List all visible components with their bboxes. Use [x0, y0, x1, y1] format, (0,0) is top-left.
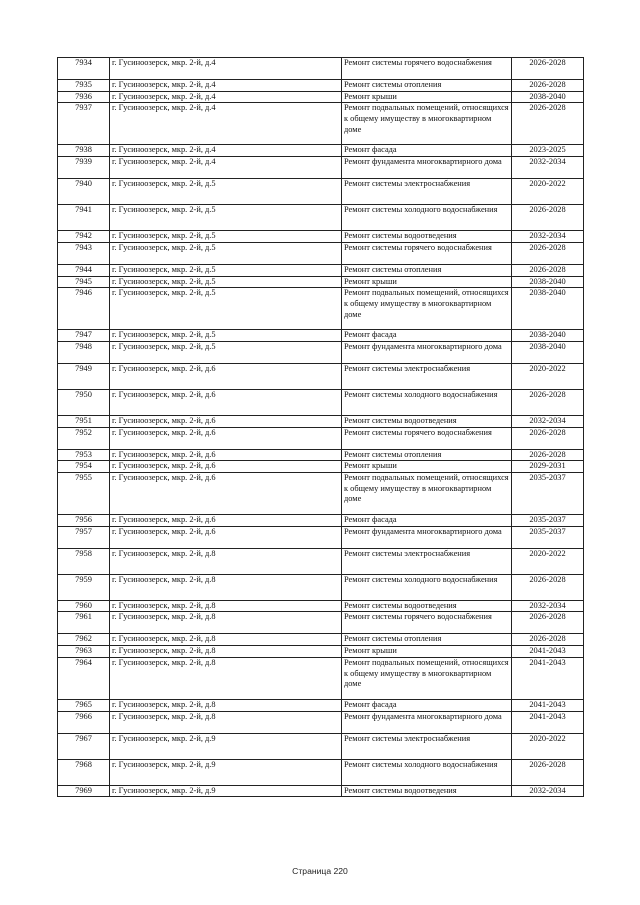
row-address: г. Гусиноозерск, мкр. 2-й, д.6 [110, 363, 342, 389]
row-period: 2035-2037 [512, 515, 584, 527]
row-work-type: Ремонт системы холодного водоснабжения [342, 389, 512, 415]
table-row [58, 548, 584, 574]
row-period: 2041-2043 [512, 657, 584, 699]
row-period: 2032-2034 [512, 231, 584, 243]
row-number: 7958 [58, 548, 110, 574]
table-row [58, 330, 584, 342]
row-work-type: Ремонт крыши [342, 646, 512, 658]
table-row [58, 461, 584, 473]
row-address: г. Гусиноозерск, мкр. 2-й, д.6 [110, 415, 342, 427]
row-address: г. Гусиноозерск, мкр. 2-й, д.6 [110, 427, 342, 449]
table-row [58, 205, 584, 231]
row-work-type: Ремонт системы водоотведения [342, 231, 512, 243]
table-row [58, 58, 584, 80]
table-row [58, 80, 584, 92]
row-period: 2020-2022 [512, 548, 584, 574]
row-period: 2041-2043 [512, 646, 584, 658]
row-period: 2026-2028 [512, 242, 584, 264]
table-row [58, 179, 584, 205]
row-address: г. Гусиноозерск, мкр. 2-й, д.6 [110, 389, 342, 415]
table-row [58, 699, 584, 711]
row-number: 7944 [58, 264, 110, 276]
row-work-type: Ремонт системы отопления [342, 634, 512, 646]
row-period: 2038-2040 [512, 91, 584, 103]
row-period: 2035-2037 [512, 473, 584, 515]
row-period: 2023-2025 [512, 145, 584, 157]
row-period: 2026-2028 [512, 205, 584, 231]
row-number: 7950 [58, 389, 110, 415]
row-work-type: Ремонт системы водоотведения [342, 415, 512, 427]
row-number: 7943 [58, 242, 110, 264]
table-row [58, 145, 584, 157]
row-period: 2026-2028 [512, 80, 584, 92]
table-row [58, 526, 584, 548]
row-address: г. Гусиноозерск, мкр. 2-й, д.9 [110, 733, 342, 759]
row-number: 7967 [58, 733, 110, 759]
row-number: 7962 [58, 634, 110, 646]
row-number: 7955 [58, 473, 110, 515]
table-row [58, 231, 584, 243]
row-period: 2032-2034 [512, 415, 584, 427]
table-row [58, 612, 584, 634]
table-row [58, 242, 584, 264]
row-period: 2041-2043 [512, 711, 584, 733]
row-work-type: Ремонт системы отопления [342, 449, 512, 461]
row-address: г. Гусиноозерск, мкр. 2-й, д.4 [110, 145, 342, 157]
row-address: г. Гусиноозерск, мкр. 2-й, д.8 [110, 634, 342, 646]
row-period: 2026-2028 [512, 389, 584, 415]
row-address: г. Гусиноозерск, мкр. 2-й, д.9 [110, 759, 342, 785]
row-period: 2026-2028 [512, 264, 584, 276]
row-address: г. Гусиноозерск, мкр. 2-й, д.5 [110, 242, 342, 264]
row-period: 2032-2034 [512, 600, 584, 612]
row-period: 2038-2040 [512, 276, 584, 288]
table-row [58, 515, 584, 527]
row-number: 7964 [58, 657, 110, 699]
row-work-type: Ремонт системы отопления [342, 264, 512, 276]
row-work-type: Ремонт системы горячего водоснабжения [342, 58, 512, 80]
row-work-type: Ремонт подвальных помещений, относящихся к общему имуществу в многоквартирном доме [342, 473, 512, 515]
row-period: 2026-2028 [512, 103, 584, 145]
row-number: 7939 [58, 157, 110, 179]
table-row [58, 646, 584, 658]
row-work-type: Ремонт крыши [342, 276, 512, 288]
row-period: 2038-2040 [512, 341, 584, 363]
page-number: Страница 220 [292, 866, 348, 876]
table-row [58, 157, 584, 179]
row-address: г. Гусиноозерск, мкр. 2-й, д.4 [110, 58, 342, 80]
row-period: 2026-2028 [512, 612, 584, 634]
row-number: 7960 [58, 600, 110, 612]
row-address: г. Гусиноозерск, мкр. 2-й, д.8 [110, 711, 342, 733]
table-body [58, 58, 584, 797]
row-address: г. Гусиноозерск, мкр. 2-й, д.6 [110, 461, 342, 473]
row-work-type: Ремонт фасада [342, 330, 512, 342]
row-address: г. Гусиноозерск, мкр. 2-й, д.9 [110, 785, 342, 797]
row-number: 7952 [58, 427, 110, 449]
row-work-type: Ремонт системы электроснабжения [342, 548, 512, 574]
row-address: г. Гусиноозерск, мкр. 2-й, д.5 [110, 205, 342, 231]
row-period: 2038-2040 [512, 330, 584, 342]
row-work-type: Ремонт системы холодного водоснабжения [342, 205, 512, 231]
table-row [58, 341, 584, 363]
table-row [58, 264, 584, 276]
table-row [58, 473, 584, 515]
row-number: 7947 [58, 330, 110, 342]
row-work-type: Ремонт системы электроснабжения [342, 179, 512, 205]
row-number: 7959 [58, 574, 110, 600]
row-work-type: Ремонт системы электроснабжения [342, 363, 512, 389]
table-row [58, 103, 584, 145]
row-work-type: Ремонт системы холодного водоснабжения [342, 759, 512, 785]
row-work-type: Ремонт системы водоотведения [342, 785, 512, 797]
row-address: г. Гусиноозерск, мкр. 2-й, д.8 [110, 646, 342, 658]
row-address: г. Гусиноозерск, мкр. 2-й, д.5 [110, 179, 342, 205]
row-period: 2032-2034 [512, 157, 584, 179]
row-number: 7934 [58, 58, 110, 80]
row-work-type: Ремонт системы отопления [342, 80, 512, 92]
table-row [58, 574, 584, 600]
row-number: 7963 [58, 646, 110, 658]
row-address: г. Гусиноозерск, мкр. 2-й, д.5 [110, 341, 342, 363]
row-period: 2020-2022 [512, 733, 584, 759]
row-period: 2032-2034 [512, 785, 584, 797]
row-address: г. Гусиноозерск, мкр. 2-й, д.5 [110, 330, 342, 342]
row-work-type: Ремонт системы водоотведения [342, 600, 512, 612]
row-number: 7968 [58, 759, 110, 785]
table-row [58, 733, 584, 759]
row-work-type: Ремонт подвальных помещений, относящихся к общему имуществу в многоквартирном доме [342, 288, 512, 330]
table-row [58, 657, 584, 699]
row-address: г. Гусиноозерск, мкр. 2-й, д.8 [110, 612, 342, 634]
table-row [58, 449, 584, 461]
row-work-type: Ремонт системы горячего водоснабжения [342, 242, 512, 264]
row-work-type: Ремонт фундамента многоквартирного дома [342, 157, 512, 179]
row-address: г. Гусиноозерск, мкр. 2-й, д.6 [110, 473, 342, 515]
row-number: 7956 [58, 515, 110, 527]
row-work-type: Ремонт крыши [342, 461, 512, 473]
row-number: 7945 [58, 276, 110, 288]
row-number: 7951 [58, 415, 110, 427]
table-row [58, 91, 584, 103]
table-row [58, 389, 584, 415]
row-number: 7948 [58, 341, 110, 363]
row-number: 7969 [58, 785, 110, 797]
row-period: 2035-2037 [512, 526, 584, 548]
row-work-type: Ремонт подвальных помещений, относящихся к общему имуществу в многоквартирном доме [342, 657, 512, 699]
table-row [58, 600, 584, 612]
row-period: 2020-2022 [512, 363, 584, 389]
row-number: 7936 [58, 91, 110, 103]
row-period: 2041-2043 [512, 699, 584, 711]
row-number: 7953 [58, 449, 110, 461]
row-period: 2020-2022 [512, 179, 584, 205]
row-address: г. Гусиноозерск, мкр. 2-й, д.5 [110, 288, 342, 330]
row-work-type: Ремонт системы электроснабжения [342, 733, 512, 759]
row-work-type: Ремонт системы горячего водоснабжения [342, 612, 512, 634]
table-row [58, 427, 584, 449]
row-period: 2029-2031 [512, 461, 584, 473]
row-number: 7938 [58, 145, 110, 157]
row-number: 7946 [58, 288, 110, 330]
row-number: 7941 [58, 205, 110, 231]
row-work-type: Ремонт фасада [342, 145, 512, 157]
row-address: г. Гусиноозерск, мкр. 2-й, д.4 [110, 103, 342, 145]
row-address: г. Гусиноозерск, мкр. 2-й, д.8 [110, 657, 342, 699]
table-row [58, 288, 584, 330]
row-number: 7949 [58, 363, 110, 389]
row-period: 2026-2028 [512, 58, 584, 80]
row-address: г. Гусиноозерск, мкр. 2-й, д.8 [110, 548, 342, 574]
table-row [58, 759, 584, 785]
row-number: 7937 [58, 103, 110, 145]
row-address: г. Гусиноозерск, мкр. 2-й, д.6 [110, 515, 342, 527]
row-number: 7935 [58, 80, 110, 92]
row-number: 7966 [58, 711, 110, 733]
row-address: г. Гусиноозерск, мкр. 2-й, д.8 [110, 699, 342, 711]
row-period: 2038-2040 [512, 288, 584, 330]
table-row [58, 785, 584, 797]
row-work-type: Ремонт фундамента многоквартирного дома [342, 711, 512, 733]
row-work-type: Ремонт фасада [342, 699, 512, 711]
row-address: г. Гусиноозерск, мкр. 2-й, д.4 [110, 91, 342, 103]
table-row [58, 415, 584, 427]
row-period: 2026-2028 [512, 759, 584, 785]
row-period: 2026-2028 [512, 427, 584, 449]
table-row [58, 634, 584, 646]
row-period: 2026-2028 [512, 634, 584, 646]
row-period: 2026-2028 [512, 574, 584, 600]
table-row [58, 276, 584, 288]
row-number: 7965 [58, 699, 110, 711]
row-address: г. Гусиноозерск, мкр. 2-й, д.5 [110, 276, 342, 288]
row-work-type: Ремонт системы холодного водоснабжения [342, 574, 512, 600]
row-address: г. Гусиноозерск, мкр. 2-й, д.4 [110, 157, 342, 179]
row-work-type: Ремонт фасада [342, 515, 512, 527]
row-number: 7961 [58, 612, 110, 634]
row-address: г. Гусиноозерск, мкр. 2-й, д.4 [110, 80, 342, 92]
row-address: г. Гусиноозерск, мкр. 2-й, д.5 [110, 264, 342, 276]
row-address: г. Гусиноозерск, мкр. 2-й, д.8 [110, 600, 342, 612]
table-row [58, 363, 584, 389]
row-number: 7940 [58, 179, 110, 205]
row-address: г. Гусиноозерск, мкр. 2-й, д.5 [110, 231, 342, 243]
row-work-type: Ремонт подвальных помещений, относящихся к общему имуществу в многоквартирном доме [342, 103, 512, 145]
row-number: 7954 [58, 461, 110, 473]
row-work-type: Ремонт крыши [342, 91, 512, 103]
row-period: 2026-2028 [512, 449, 584, 461]
capital-repair-table [57, 57, 584, 797]
row-work-type: Ремонт фундамента многоквартирного дома [342, 341, 512, 363]
row-address: г. Гусиноозерск, мкр. 2-й, д.6 [110, 449, 342, 461]
row-address: г. Гусиноозерск, мкр. 2-й, д.6 [110, 526, 342, 548]
row-work-type: Ремонт фундамента многоквартирного дома [342, 526, 512, 548]
row-number: 7957 [58, 526, 110, 548]
row-number: 7942 [58, 231, 110, 243]
row-work-type: Ремонт системы горячего водоснабжения [342, 427, 512, 449]
table-row [58, 711, 584, 733]
row-address: г. Гусиноозерск, мкр. 2-й, д.8 [110, 574, 342, 600]
